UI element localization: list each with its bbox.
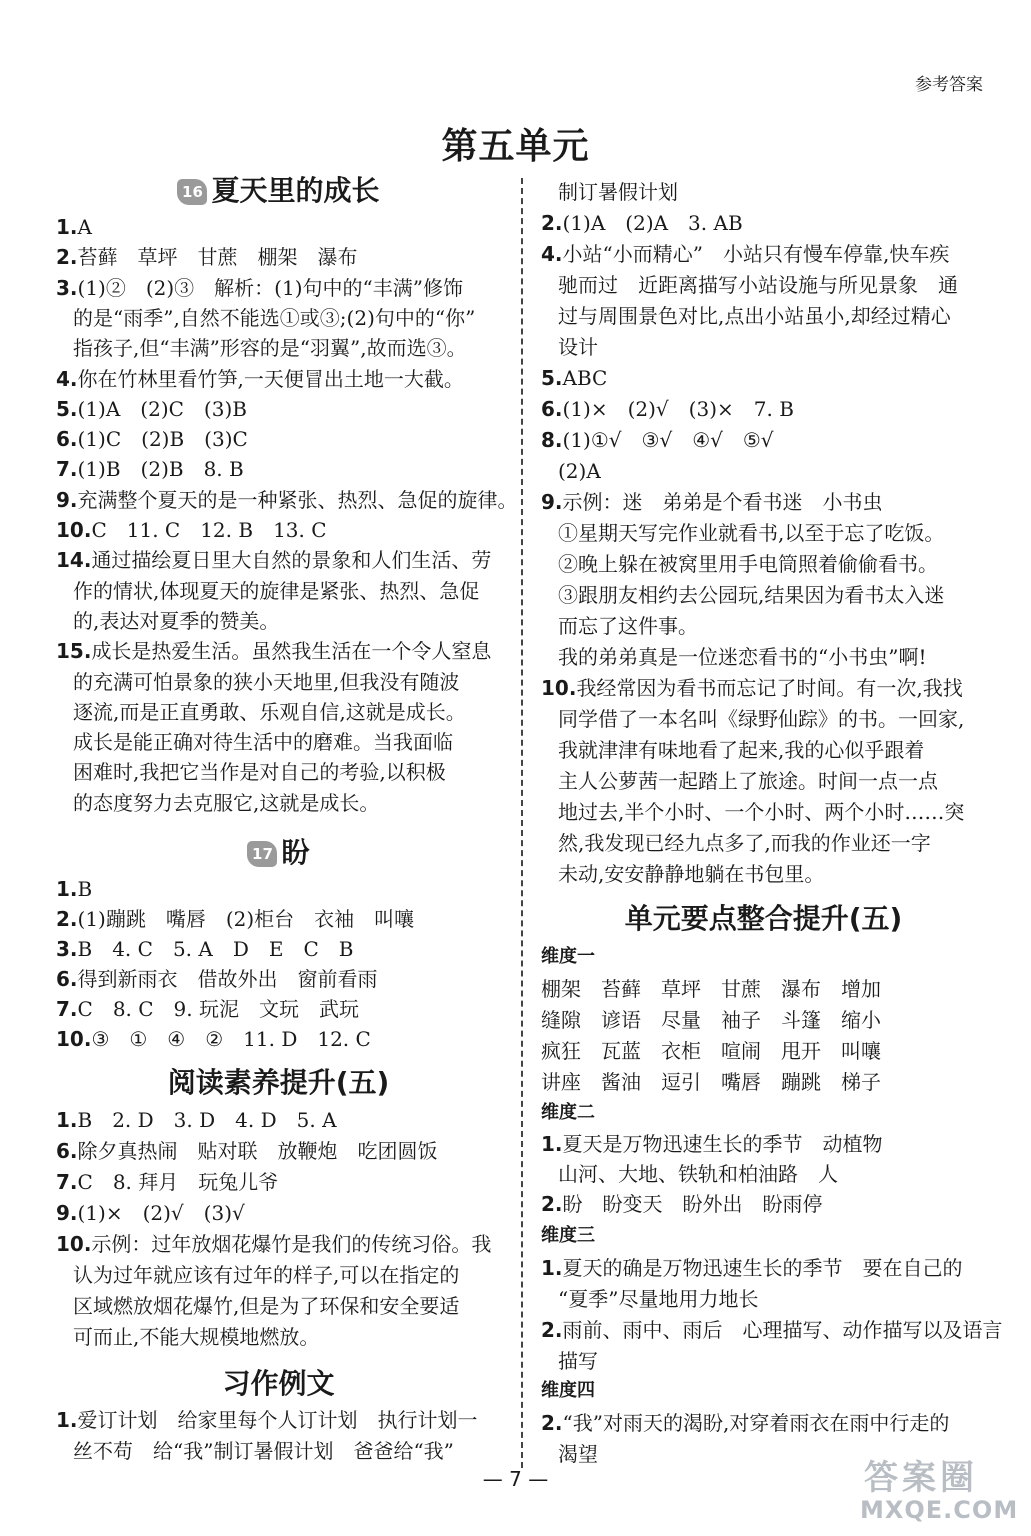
- answer-line: [541, 489, 883, 515]
- answer-text: 爱订计划 给家里每个人订计划 执行计划一: [77, 1408, 478, 1432]
- answer-line: [56, 275, 463, 301]
- answer-text: 未动,安安静静地躺在书包里。: [558, 862, 825, 886]
- answer-text: B 2. D 3. D 4. D 5. A: [77, 1108, 337, 1132]
- question-number: 9.: [541, 490, 563, 514]
- answer-line: [541, 675, 963, 701]
- answer-line: [56, 214, 92, 240]
- question-number: 2.: [541, 1411, 563, 1435]
- answer-text: 我的弟弟真是一位迷恋看书的“小书虫”啊!: [558, 645, 927, 669]
- answer-text: A: [77, 215, 92, 239]
- question-number: 3.: [56, 937, 78, 961]
- question-number: 14.: [56, 548, 92, 573]
- answer-line: [558, 458, 601, 484]
- answer-text: 成长是热爱生活。虽然我生活在一个令人窒息: [91, 639, 492, 664]
- question-number: 2.: [541, 211, 563, 235]
- answer-text: 困难时,我把它当作是对自己的考验,以积极: [73, 760, 446, 785]
- watermark-domain: MXQE.COM: [860, 1496, 1019, 1524]
- question-number: 1.: [56, 1408, 78, 1432]
- answer-line: [558, 1348, 598, 1374]
- page-number: — 7 —: [482, 1467, 549, 1491]
- answer-line: [558, 1441, 598, 1467]
- answer-text: (1)B (2)B 8. B: [77, 457, 244, 482]
- answer-line: [56, 876, 92, 902]
- question-number: 1.: [56, 215, 78, 239]
- answer-text: 丝不苟 给“我”制订暑假计划 爸爸给“我”: [73, 1439, 454, 1463]
- question-number: 6.: [541, 397, 563, 421]
- answer-line: [56, 517, 327, 543]
- question-number: 2.: [56, 245, 78, 270]
- answer-line: [558, 799, 964, 825]
- answer-line: [56, 906, 414, 932]
- question-number: 2.: [56, 907, 78, 931]
- column-divider: [521, 178, 523, 1468]
- answer-text: 通过描绘夏日里大自然的景象和人们生活、劳: [91, 548, 492, 573]
- answer-text: 得到新雨衣 借故外出 窗前看雨: [77, 967, 378, 991]
- question-number: 1.: [541, 1132, 563, 1156]
- answer-text: 过与周围景色对比,点出小站虽小,却经过精心: [558, 304, 951, 328]
- question-number: 10.: [56, 1232, 92, 1256]
- question-number: 8.: [541, 428, 563, 452]
- answer-text: (1)C (2)B (3)C: [77, 427, 248, 452]
- unit-title: 第五单元: [441, 126, 590, 167]
- answer-text: ③跟朋友相约去公园玩,结果因为看书太入迷: [558, 583, 945, 607]
- question-number: 10.: [541, 676, 577, 700]
- answer-line: [73, 669, 459, 695]
- answer-text: 我经常因为看书而忘记了时间。有一次,我找: [576, 676, 963, 700]
- answer-text: (1)② (2)③ 解析：(1)句中的“丰满”修饰: [77, 275, 463, 300]
- answer-text: 的是“雨季”,自然不能选①或③;(2)句中的“你”: [73, 305, 476, 330]
- answer-line: [56, 487, 518, 513]
- answer-text: 指孩子,但“丰满”形容的是“羽翼”,故而选③。: [73, 336, 467, 361]
- answer-text: 我就津津有味地看了起来,我的心似乎跟着: [558, 738, 925, 762]
- answer-text: ①星期天写完作业就看书,以至于忘了吃饭。: [558, 521, 945, 545]
- answer-line: [73, 578, 479, 604]
- answer-line: [73, 305, 475, 331]
- answer-line: [558, 768, 938, 794]
- answer-text: (2)A: [558, 459, 601, 483]
- word-row: 疯狂 瓦蓝 衣柜 喧闹 甩开 叫嚷: [541, 1039, 881, 1063]
- answer-line: [541, 210, 743, 236]
- watermark-text: 答案圈: [864, 1458, 978, 1498]
- answer-line: [558, 706, 964, 732]
- answer-line: [541, 241, 949, 267]
- answer-line: [558, 1161, 838, 1187]
- answer-line: [558, 1286, 758, 1312]
- answer-line: [73, 729, 453, 755]
- answer-text: C 8. 拜月 玩兔儿爷: [77, 1170, 279, 1194]
- question-number: 7.: [56, 1170, 78, 1194]
- answer-line: [558, 613, 698, 639]
- question-number: 5.: [56, 396, 78, 421]
- answer-line: [56, 366, 464, 392]
- question-number: 6.: [56, 1139, 78, 1163]
- answer-text: 雨前、雨中、雨后 心理描写、动作描写以及语言: [562, 1318, 1003, 1342]
- answer-text: 认为过年就应该有过年的样子,可以在指定的: [73, 1263, 460, 1287]
- section-title-reading: 阅读素养提升(五): [167, 1066, 390, 1099]
- question-number: 4.: [56, 366, 78, 391]
- answer-line: [56, 966, 378, 992]
- answer-line: [56, 996, 359, 1022]
- answer-line: [73, 335, 467, 361]
- question-number: 6.: [56, 427, 78, 452]
- lesson-number-badge: 17: [247, 841, 277, 867]
- answer-text: 渴望: [558, 1442, 598, 1466]
- section-title-pan: 17 盼: [56, 836, 501, 870]
- answer-text: 同学借了一本名叫《绿野仙踪》的书。一回家,: [558, 707, 965, 731]
- answer-text: 示例：过年放烟花爆竹是我们的传统习俗。我: [91, 1232, 492, 1256]
- answer-line: [73, 790, 379, 816]
- answer-line: [56, 396, 247, 422]
- question-number: 1.: [56, 1108, 78, 1132]
- question-number: 6.: [56, 967, 78, 991]
- answer-line: [558, 644, 927, 670]
- answer-line: [56, 1407, 478, 1433]
- question-number: 5.: [541, 366, 563, 390]
- answer-text: 山河、大地、铁轨和柏油路 人: [558, 1162, 838, 1186]
- question-number: 3.: [56, 275, 78, 300]
- answer-text: ③ ① ④ ② 11. D 12. C: [91, 1027, 371, 1051]
- answer-text: B: [77, 877, 93, 901]
- answer-line: [541, 396, 794, 422]
- answer-text: ABC: [562, 366, 608, 390]
- question-number: 10.: [56, 1027, 92, 1051]
- answer-text: “夏季”尽量地用力地长: [558, 1287, 759, 1311]
- answer-text: 区域燃放烟花爆竹,但是为了环保和安全要适: [73, 1294, 460, 1318]
- section-title-unit-review: 单元要点整合提升(五): [624, 902, 903, 935]
- question-number: 4.: [541, 242, 563, 266]
- answer-text: 充满整个夏天的是一种紧张、热烈、急促的旋律。: [77, 487, 518, 512]
- answer-text: 盼 盼变天 盼外出 盼雨停: [562, 1192, 823, 1216]
- section-title-summer-growth: 16 夏天里的成长: [56, 174, 501, 208]
- dimension-2-label: 维度二: [541, 1102, 595, 1123]
- word-row: 讲座 酱油 逗引 嘴唇 蹦跳 梯子: [541, 1070, 881, 1094]
- answer-line: [558, 334, 598, 360]
- answer-text: 然,我发现已经九点多了,而我的作业还一字: [558, 831, 931, 855]
- answer-text: C 8. C 9. 玩泥 文玩 武玩: [77, 997, 359, 1021]
- answer-line: [541, 1131, 883, 1157]
- answer-text: 的态度努力去克服它,这就是成长。: [73, 790, 380, 815]
- answer-text: 主人公萝茜一起踏上了旅途。时间一点一点: [558, 769, 938, 793]
- answer-line: [56, 1026, 371, 1052]
- answer-text: (1)× (2)√ (3)× 7. B: [562, 397, 794, 421]
- answer-line: [558, 737, 924, 763]
- answer-line: [541, 1255, 963, 1281]
- answer-text: C 11. C 12. B 13. C: [91, 518, 327, 542]
- answer-line: [558, 303, 951, 329]
- answer-text: 小站“小而精心” 小站只有慢车停靠,快车疾: [562, 242, 950, 266]
- question-number: 9.: [56, 487, 78, 512]
- answer-text: (1)蹦跳 嘴唇 (2)柜台 衣袖 叫嚷: [77, 907, 415, 931]
- answer-line: [541, 365, 607, 391]
- question-number: 10.: [56, 518, 92, 542]
- answer-text: 设计: [558, 335, 598, 359]
- answer-line: [56, 1107, 337, 1133]
- dimension-1-label: 维度一: [541, 946, 595, 967]
- answer-line: [541, 1410, 949, 1436]
- answer-line: [541, 1317, 1003, 1343]
- answer-text: 地过去,半个小时、一个小时、两个小时……突: [558, 800, 965, 824]
- answer-line: [73, 1438, 454, 1464]
- answer-line: [56, 244, 358, 270]
- answer-line: [73, 1293, 459, 1319]
- answer-text: 逐流,而是正直勇敢、乐观自信,这就是成长。: [73, 699, 466, 724]
- answer-line: [56, 1169, 278, 1195]
- watermark-logo: [854, 1450, 1019, 1528]
- answer-line: [558, 830, 931, 856]
- answer-line: [73, 1324, 319, 1350]
- answer-text: 描写: [558, 1349, 598, 1373]
- answer-text: (1)× (2)√ (3)√: [77, 1201, 245, 1225]
- question-number: 15.: [56, 639, 92, 664]
- answer-text: 苔藓 草坪 甘蔗 棚架 瀑布: [77, 245, 358, 270]
- answer-text: 夏天是万物迅速生长的季节 动植物: [562, 1132, 883, 1156]
- answer-line: [56, 936, 353, 962]
- answer-line: [73, 759, 446, 785]
- answer-text: B 4. C 5. A D E C B: [77, 937, 354, 961]
- answer-line: [56, 547, 491, 573]
- answer-line: [73, 699, 466, 725]
- answer-text: (1)A (2)C (3)B: [77, 396, 247, 421]
- answer-line: [73, 1262, 459, 1288]
- answer-text: 的充满可怕景象的狭小天地里,但我没有随波: [73, 669, 460, 694]
- answer-line: [56, 1200, 245, 1226]
- answer-line: [558, 179, 678, 205]
- lesson-number-badge: 16: [177, 179, 207, 205]
- header-label: 参考答案: [915, 75, 983, 95]
- question-number: 1.: [541, 1256, 563, 1280]
- question-number: 1.: [56, 877, 78, 901]
- question-number: 9.: [56, 1201, 78, 1225]
- answer-text: 的,表达对夏季的赞美。: [73, 608, 280, 633]
- question-number: 7.: [56, 997, 78, 1021]
- answer-line: [56, 1138, 438, 1164]
- answer-text: “我”对雨天的渴盼,对穿着雨衣在雨中行走的: [562, 1411, 950, 1435]
- answer-line: [73, 608, 279, 634]
- answer-text: 你在竹林里看竹笋,一天便冒出土地一大截。: [77, 366, 464, 391]
- answer-text: 驰而过 近距离描写小站设施与所见景象 通: [558, 273, 958, 297]
- word-row: 缝隙 谚语 尽量 袖子 斗篷 缩小: [541, 1008, 881, 1032]
- question-number: 2.: [541, 1318, 563, 1342]
- answer-text: (1)A (2)A 3. AB: [562, 211, 743, 235]
- answer-text: 除夕真热闹 贴对联 放鞭炮 吃团圆饭: [77, 1139, 438, 1163]
- answer-line: [558, 861, 824, 887]
- answer-line: [56, 1231, 491, 1257]
- answer-text: ②晚上躲在被窝里用手电筒照着偷偷看书。: [558, 552, 938, 576]
- answer-text: 示例：迷 弟弟是个看书迷 小书虫: [562, 490, 883, 514]
- answer-text: 成长是能正确对待生活中的磨难。当我面临: [73, 730, 453, 755]
- answer-text: 可而止,不能大规模地燃放。: [73, 1325, 320, 1349]
- answer-line: [56, 638, 491, 664]
- answer-line: [558, 582, 944, 608]
- answer-text: (1)①√ ③√ ④√ ⑤√: [562, 428, 774, 452]
- answer-text: 作的情状,体现夏天的旋律是紧张、热烈、急促: [73, 578, 480, 603]
- dimension-3-label: 维度三: [541, 1225, 595, 1246]
- section-title-writing-sample: 习作例文: [222, 1367, 335, 1400]
- answer-line: [558, 520, 944, 546]
- answer-text: 制订暑假计划: [558, 180, 678, 204]
- question-number: 2.: [541, 1192, 563, 1216]
- answer-line: [541, 427, 774, 453]
- dimension-4-label: 维度四: [541, 1380, 595, 1401]
- answer-line: [558, 551, 938, 577]
- answer-line: [541, 1191, 823, 1217]
- answer-text: 而忘了这件事。: [558, 614, 698, 638]
- word-row: 棚架 苔藓 草坪 甘蔗 瀑布 增加: [541, 977, 881, 1001]
- answer-text: 夏天的确是万物迅速生长的季节 要在自己的: [562, 1256, 963, 1280]
- answer-line: [558, 272, 958, 298]
- answer-line: [56, 426, 248, 452]
- question-number: 7.: [56, 457, 78, 482]
- answer-line: [56, 456, 244, 482]
